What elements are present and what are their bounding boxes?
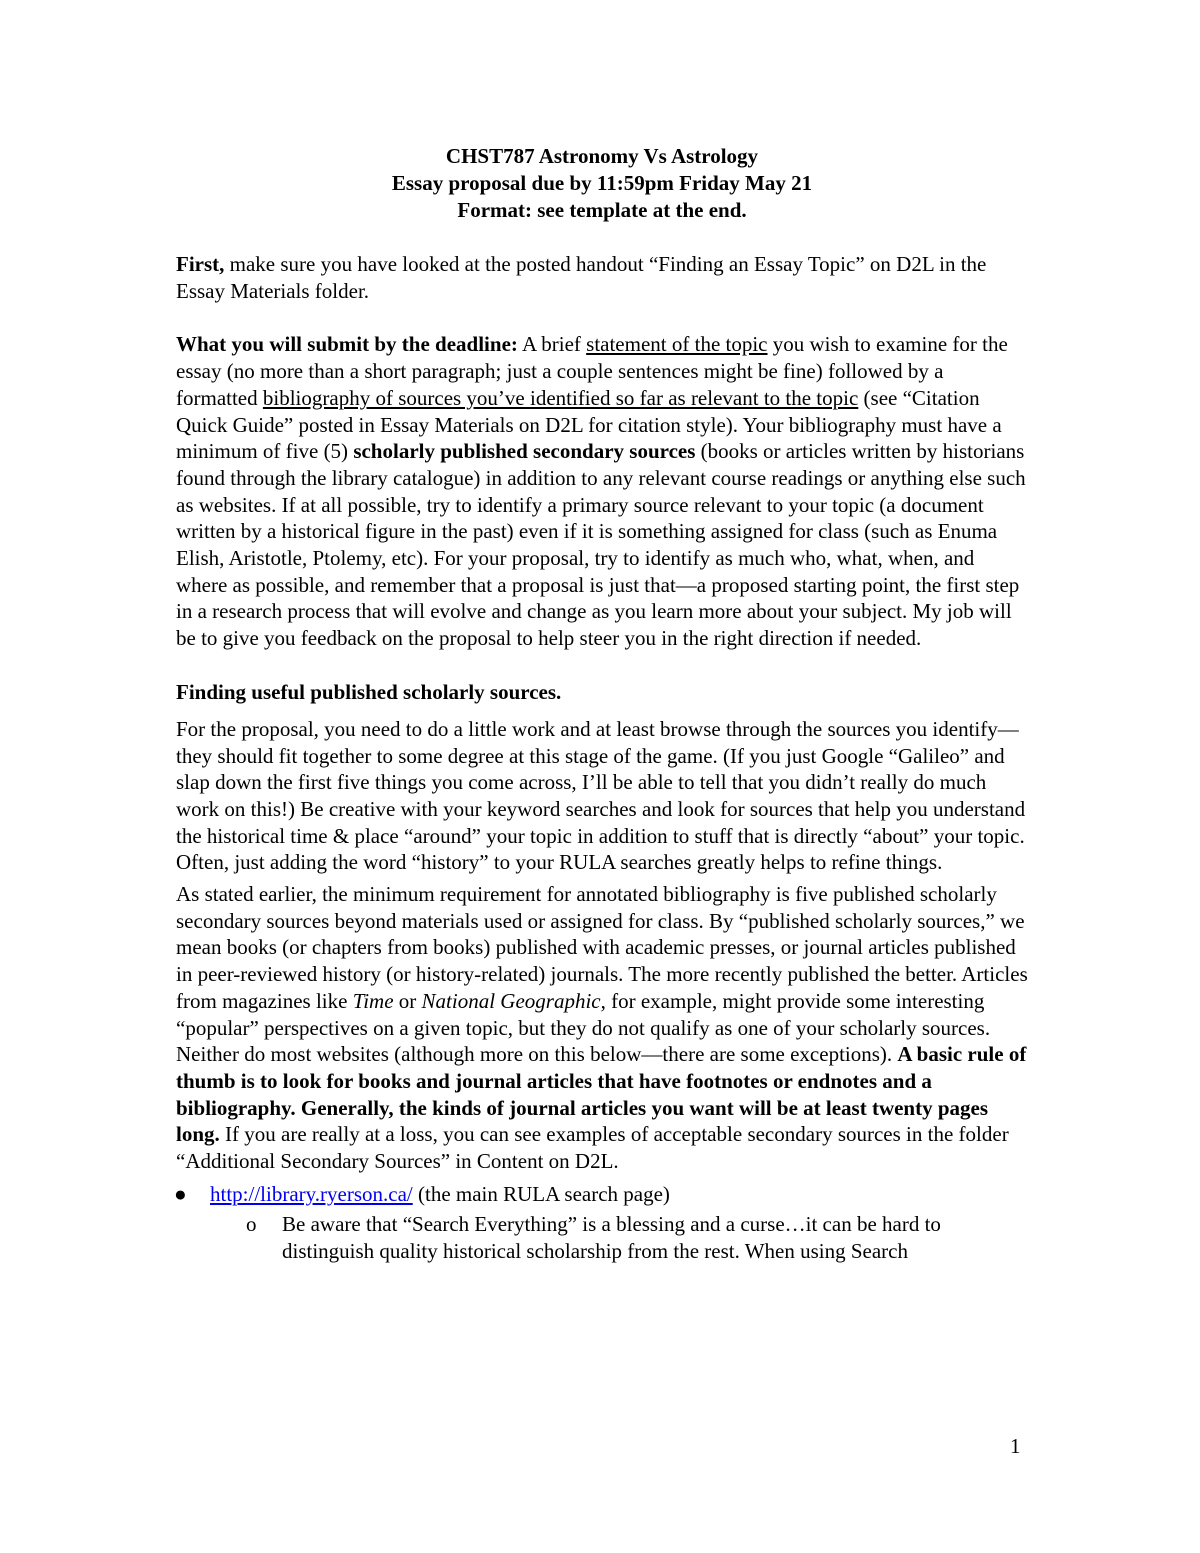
page-number: 1	[1010, 1434, 1021, 1458]
first-text: make sure you have looked at the posted handout “Finding an Essay Topic” on D2L in the Essay Materials folder.	[176, 252, 987, 303]
magazine-time: Time	[352, 988, 394, 1013]
submission-text-4: (books or articles written by historians found through the library catalogue) in addition to any relevant course readings or anything else such as websites. If at all possible, try to identify a primary source relevant to your topic (a document written by a historical figure in the past) even if it is something assigned for class (such as Enuma Elish, Aristotle, Ptolemy, etc). For your proposal, try to identify as much who, what, when, and where as possible, and remember that a proposal is just that—a proposed starting point, the first step in a research process that will evolve and change as you learn more about your subject. My job will be to give you feedback on the proposal to help steer you in the right direction if needed.	[176, 439, 1026, 651]
scholarly-sources-bold: scholarly published secondary sources	[353, 439, 696, 464]
submission-text-2: you wish to examine for the essay (no more than a short paragraph; just a couple sentences might be fine) followed by a formatted	[176, 332, 1008, 410]
magazine-national-geographic: National Geographic	[421, 988, 601, 1013]
document-body	[176, 143, 1028, 1265]
finding-p2-text-b: or	[393, 988, 422, 1013]
sub-bullet-text: Be aware that “Search Everything” is a blessing and a curse…it can be hard to distinguish quality historical scholarship from the rest. When using Search	[282, 1211, 941, 1263]
finding-p2-text-c: , for example, might provide some interesting “popular” perspectives on a given topic, but they do not qualify as one of your scholarly sources. Neither do most websites (although more on this below—there are some exceptions).	[176, 988, 991, 1067]
library-link[interactable]: http://library.ryerson.ca/	[210, 1181, 413, 1206]
rule-of-thumb-bold: A basic rule of thumb is to look for books and journal articles that have footnotes or endnotes and a bibliography. Generally, the kinds of journal articles you want will be at least twenty pages long.	[176, 1042, 1027, 1147]
bullet-icon: ●	[174, 1181, 187, 1206]
finding-paragraph-1: For the proposal, you need to do a little work and at least browse through the sources you identify—they should fit together to some degree at this stage of the game. (If you just Google “Galileo” and slap down the first five things you come across, I’ll be able to tell that you didn’t really do much work on this!) Be creative with your keyword searches and look for sources that help you understand the historical time & place “around” your topic in addition to stuff that is directly “about” your topic. Often, just adding the word “history” to your RULA searches greatly helps to refine things.	[176, 716, 1026, 875]
submission-lead: What you will submit by the deadline:	[176, 332, 518, 357]
first-lead: First,	[176, 252, 225, 276]
finding-paragraph-2	[176, 881, 1028, 1175]
bullet-text	[210, 1181, 1028, 1208]
section-heading-finding-sources: Finding useful published scholarly sources.	[176, 679, 562, 704]
submission-paragraph	[176, 331, 1028, 651]
library-link-note: (the main RULA search page)	[412, 1181, 670, 1206]
bibliography-underlined: bibliography of sources you’ve identified so far as relevant to the topic	[262, 385, 859, 410]
topic-statement-underlined: statement of the topic	[586, 332, 768, 357]
list-item	[176, 1181, 1028, 1208]
due-date-line: Essay proposal due by 11:59pm Friday May 21	[391, 171, 813, 195]
first-paragraph	[176, 251, 1028, 304]
format-line: Format: see template at the end.	[457, 198, 747, 222]
submission-text-3: (see “Citation Quick Guide” posted in Essay Materials on D2L for citation style). Your bibliography must have a minimum of five (5)	[176, 385, 1002, 464]
document-header	[176, 143, 1028, 224]
submission-text-1: A brief	[517, 332, 587, 357]
finding-p2-text-a: As stated earlier, the minimum requirement for annotated bibliography is five published scholarly secondary sources beyond materials used or assigned for class. By “published scholarly sources,” we mean books (or chapters from books) published with academic presses, or journal articles published in peer-reviewed history (or history-related) journals. The more recently published the better. Articles from magazines like	[176, 882, 1028, 1013]
sub-bullet-icon: o	[246, 1211, 257, 1236]
sub-list-item	[246, 1211, 1028, 1265]
course-title: CHST787 Astronomy Vs Astrology	[445, 144, 759, 168]
finding-p2-text-d: If you are really at a loss, you can see examples of acceptable secondary sources in the folder “Additional Secondary Sources” in Content on D2L.	[176, 1122, 1009, 1174]
